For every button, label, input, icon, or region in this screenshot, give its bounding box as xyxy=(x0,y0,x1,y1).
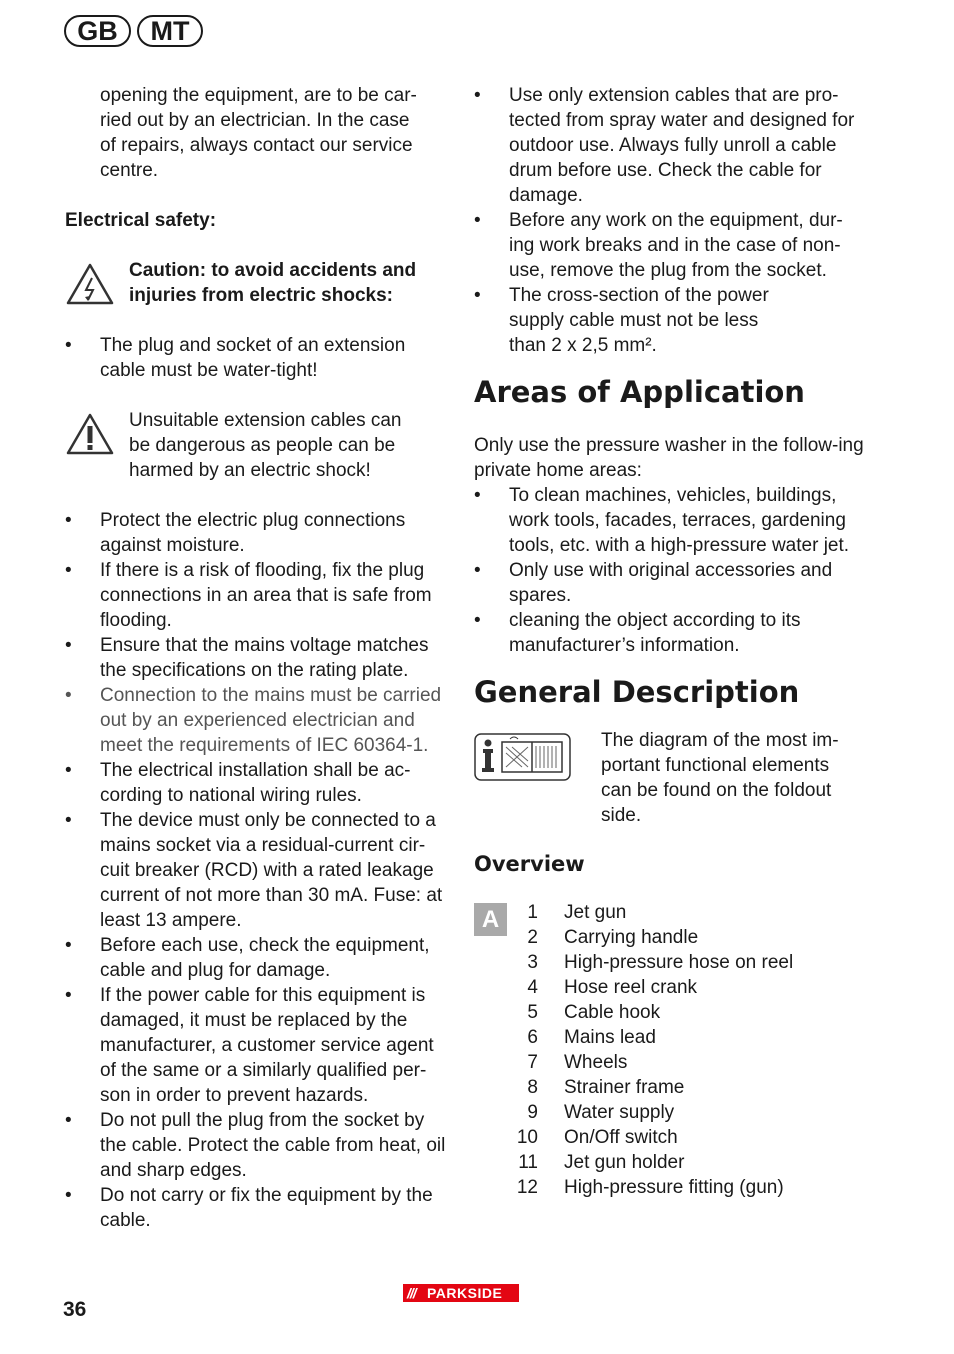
language-badge-gb: GB xyxy=(64,15,131,47)
bullet-list-2 xyxy=(65,508,450,1233)
overview-item xyxy=(474,1100,864,1125)
general-description-block xyxy=(474,728,864,828)
list-item: • The device must only be connected to a mains socket via a residual-current cir-cuit breaker (RCD) with a rated leakage current of not more than 30 mA. Fuse: at least 13 ampere. xyxy=(65,808,450,933)
overview-item xyxy=(474,950,864,975)
item-number: 1 xyxy=(527,902,538,923)
overview-item xyxy=(474,900,864,925)
list-item: • Only use with original accessories and spares. xyxy=(474,558,864,608)
overview-list xyxy=(474,900,864,1200)
warning-text: Unsuitable extension cables can be dangerous as people can be harmed by an electric shock! xyxy=(129,410,402,481)
item-number: 5 xyxy=(527,1002,538,1023)
logo-stripes-icon: /// xyxy=(407,1285,416,1301)
list-item: • Do not pull the plug from the socket by the cable. Protect the cable from heat, oil and sharp edges. xyxy=(65,1108,450,1183)
item-label: Cable hook xyxy=(564,1002,661,1023)
list-item: • cleaning the object according to its manufacturer’s information. xyxy=(474,608,864,658)
overview-item xyxy=(474,1125,864,1150)
list-item: • Before each use, check the equipment, cable and plug for damage. xyxy=(65,933,450,983)
overview-item xyxy=(474,1175,864,1200)
intro-paragraph: opening the equipment, are to be car-ried out by an electrician. In the case of repairs, always contact our service centre. xyxy=(100,85,417,181)
item-number: 3 xyxy=(527,952,538,973)
areas-intro: Only use the pressure washer in the follow-ing private home areas: xyxy=(474,435,864,481)
item-number: 9 xyxy=(527,1102,538,1123)
item-label: High-pressure fitting (gun) xyxy=(564,1177,784,1198)
list-item: • The plug and socket of an extension cable must be water-tight! xyxy=(65,333,450,383)
bullet-list-top xyxy=(474,83,864,358)
exclamation-warning-icon xyxy=(65,412,115,456)
overview-item xyxy=(474,1025,864,1050)
caution-block xyxy=(65,258,450,308)
item-label: Strainer frame xyxy=(564,1077,685,1098)
electrical-safety-heading: Electrical safety: xyxy=(65,210,217,231)
brand-name: PARKSIDE xyxy=(427,1285,503,1301)
list-item: • Ensure that the mains voltage matches the specifications on the rating plate. xyxy=(65,633,450,683)
item-label: Jet gun holder xyxy=(564,1152,685,1173)
caution-text: Caution: to avoid accidents and injuries from electric shocks: xyxy=(129,260,417,306)
overview-item xyxy=(474,1075,864,1100)
info-manual-icon xyxy=(474,733,571,781)
general-description-heading: General Description xyxy=(474,675,800,709)
item-number: 2 xyxy=(527,927,538,948)
item-number: 11 xyxy=(518,1152,538,1173)
item-label: Mains lead xyxy=(564,1027,656,1048)
overview-item xyxy=(474,925,864,950)
item-number: 7 xyxy=(527,1052,538,1073)
brand-logo xyxy=(403,1284,519,1302)
item-label: On/Off switch xyxy=(564,1127,678,1148)
item-number: 4 xyxy=(527,977,538,998)
item-label: Carrying handle xyxy=(564,927,699,948)
overview-item xyxy=(474,1150,864,1175)
list-item: • Use only extension cables that are pro-tected from spray water and designed for outdoor use. Always fully unroll a cable drum before use. Check the cable for damage. xyxy=(474,83,864,208)
overview-item xyxy=(474,1050,864,1075)
electric-warning-icon xyxy=(65,262,115,306)
list-item: • Before any work on the equipment, dur-ing work breaks and in the case of non-use, remove the plug from the socket. xyxy=(474,208,864,283)
item-label: Water supply xyxy=(564,1102,675,1123)
list-item: • Connection to the mains must be carried out by an experienced electrician and meet the requirements of IEC 60364-1. xyxy=(65,683,450,758)
overview-item xyxy=(474,975,864,1000)
list-item: • If there is a risk of flooding, fix the plug connections in an area that is safe from flooding. xyxy=(65,558,450,633)
bullet-list-1 xyxy=(65,333,450,383)
areas-bullet-list xyxy=(474,483,864,658)
item-number: 12 xyxy=(516,1177,538,1198)
item-label: Wheels xyxy=(564,1052,628,1073)
areas-of-application-heading: Areas of Application xyxy=(474,375,805,409)
list-item: • To clean machines, vehicles, buildings, work tools, facades, terraces, gardening tools, etc. with a high-pressure water jet. xyxy=(474,483,864,558)
page-number: 36 xyxy=(63,1298,87,1321)
list-item: • The electrical installation shall be ac-cording to national wiring rules. xyxy=(65,758,450,808)
right-column xyxy=(474,83,864,1200)
list-item: • The cross-section of the power supply cable must not be less than 2 x 2,5 mm². xyxy=(474,283,779,358)
overview-item xyxy=(474,1000,864,1025)
item-number: 10 xyxy=(516,1127,538,1148)
item-label: High-pressure hose on reel xyxy=(564,952,794,973)
list-item: • Protect the electric plug connections against moisture. xyxy=(65,508,450,558)
language-badge-mt: MT xyxy=(137,15,203,47)
item-number: 6 xyxy=(527,1027,538,1048)
left-column xyxy=(65,83,450,1233)
item-label: Jet gun xyxy=(564,902,627,923)
item-label: Hose reel crank xyxy=(564,977,698,998)
figure-a-badge: A xyxy=(474,903,507,936)
overview-heading: Overview xyxy=(474,852,585,876)
item-number: 8 xyxy=(527,1077,538,1098)
warning-block xyxy=(65,408,450,483)
list-item: • Do not carry or fix the equipment by the cable. xyxy=(65,1183,450,1233)
general-description-text: The diagram of the most im-portant functional elements can be found on the foldout side. xyxy=(601,730,839,826)
list-item: • If the power cable for this equipment is damaged, it must be replaced by the manufacturer, a customer service agent of the same or a similarly qualified per-son in order to prevent hazards. xyxy=(65,983,450,1108)
